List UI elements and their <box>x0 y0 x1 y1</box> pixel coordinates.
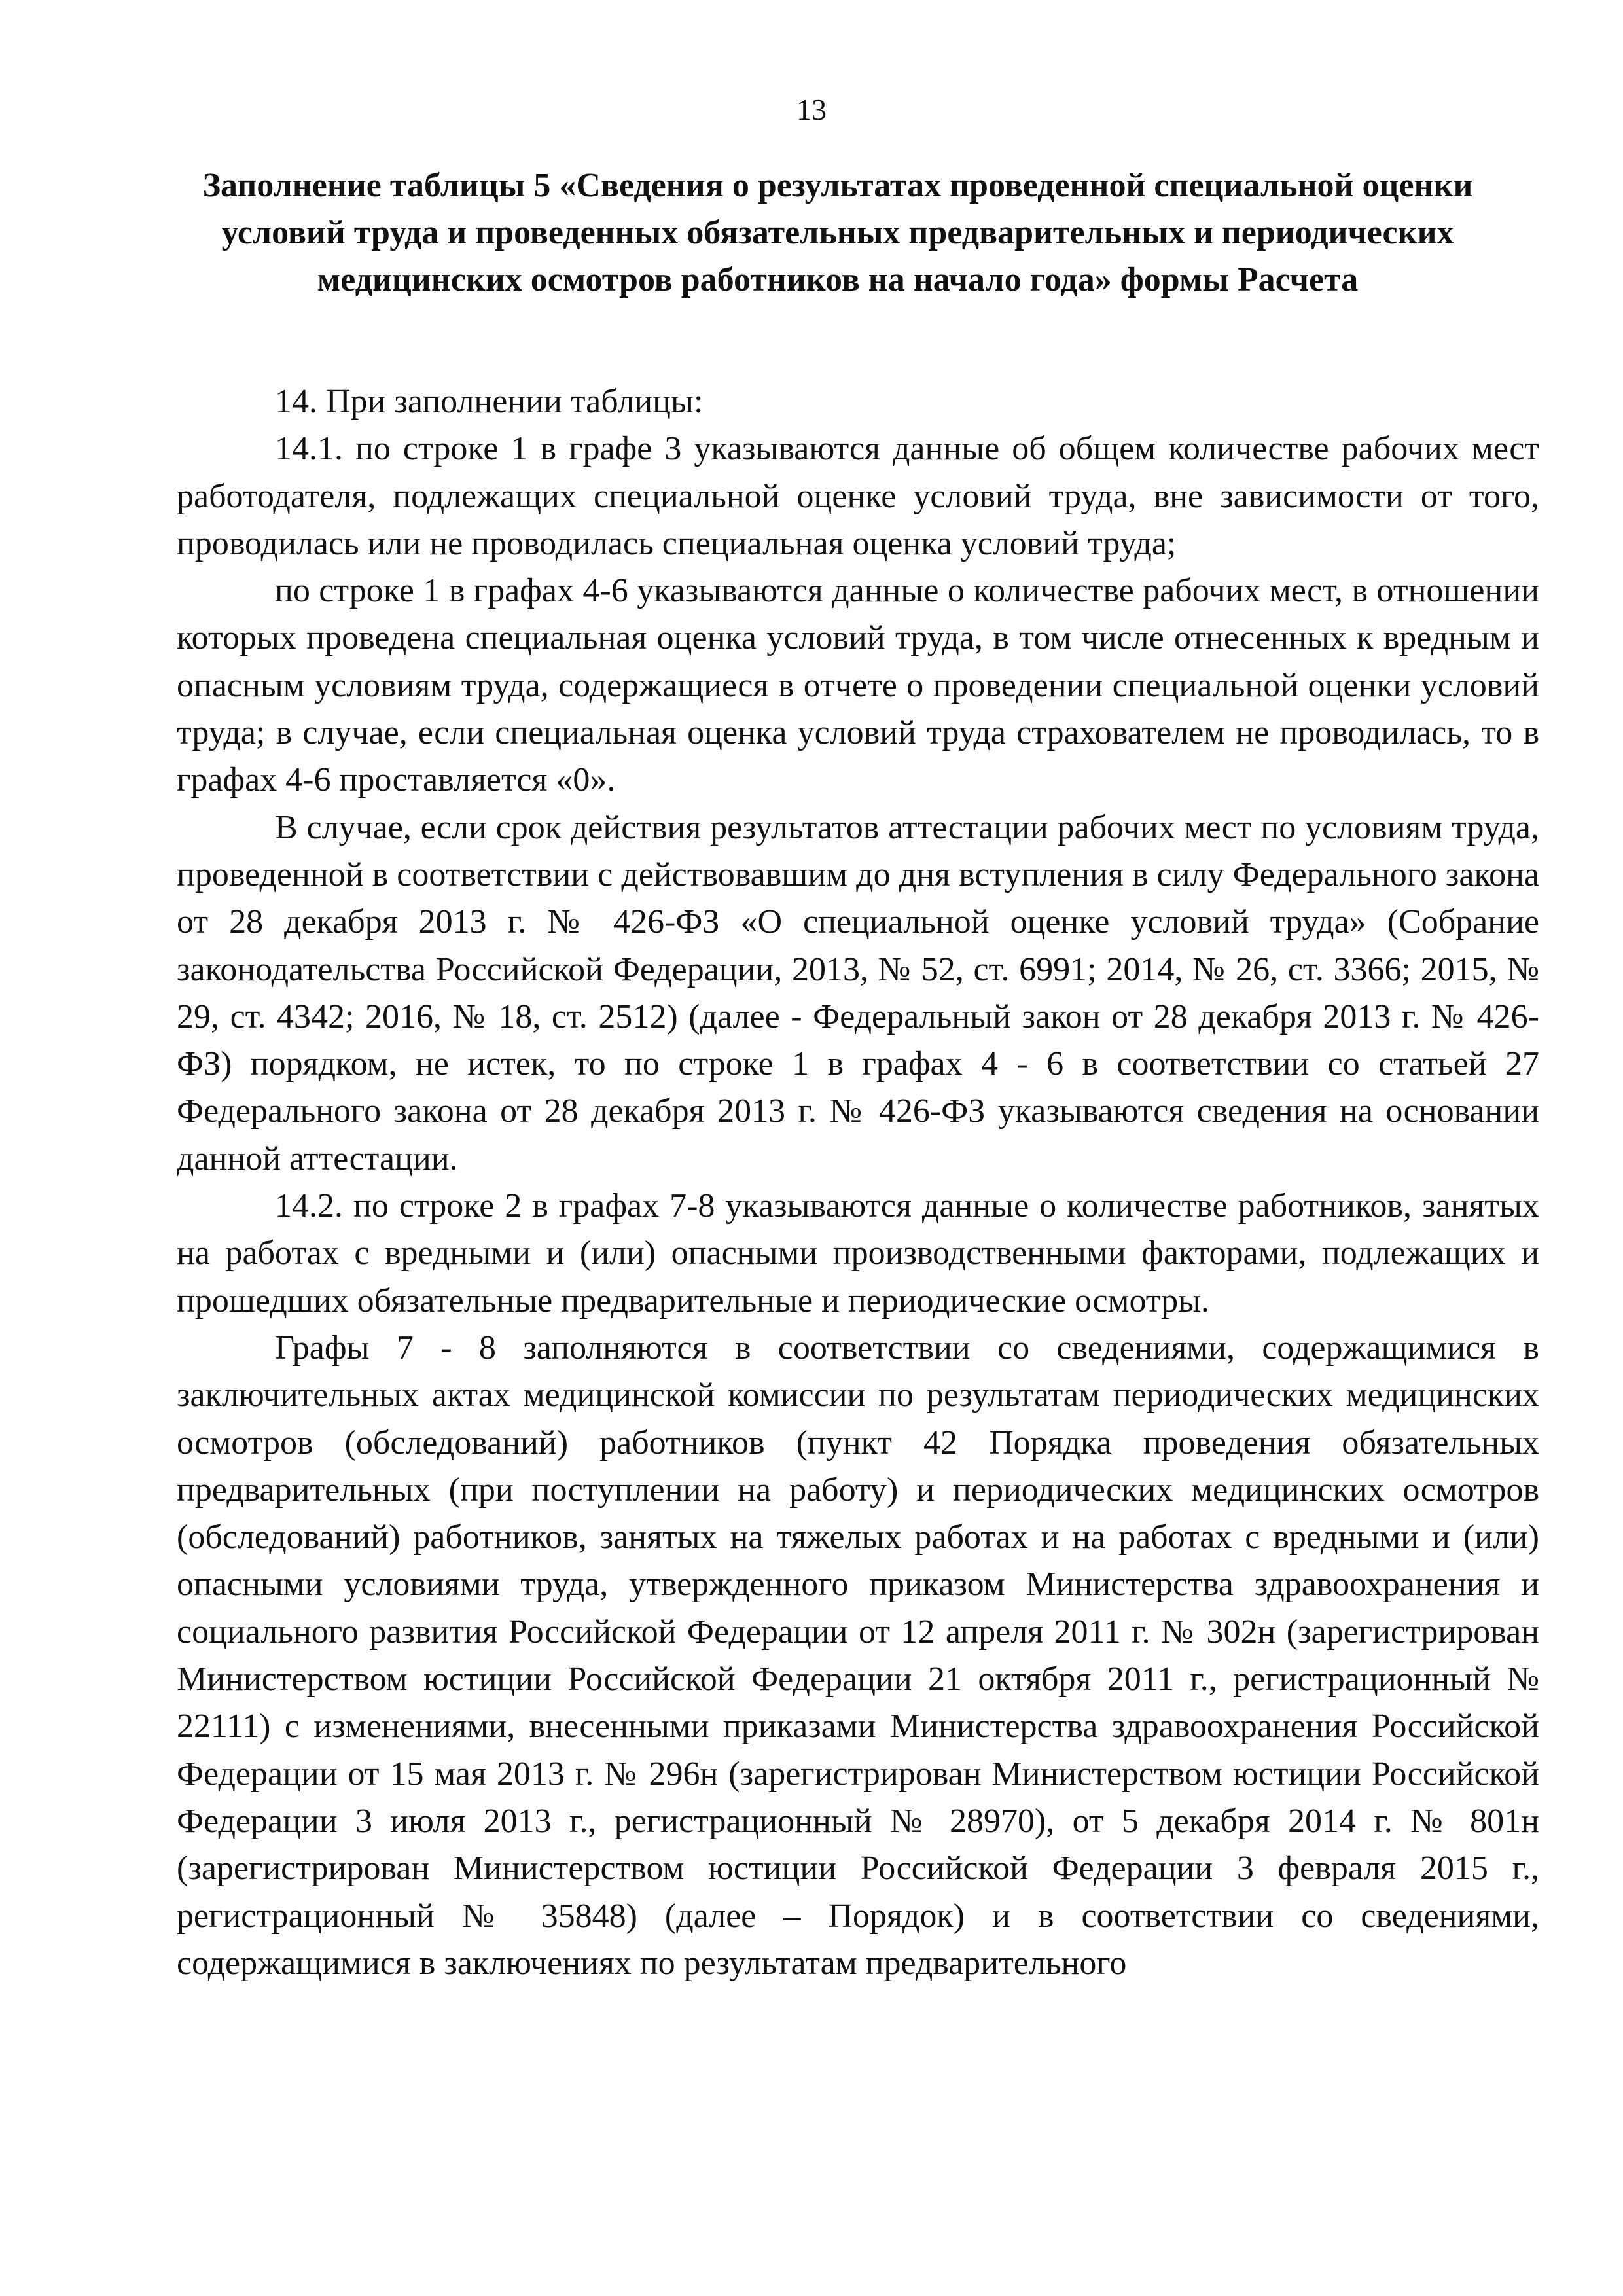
section-heading: Заполнение таблицы 5 «Сведения о результатах проведенной специальной оценки условий труда и проведенных обязательных предварительных и периодических медицинских осмотров работников на начало года» формы Расчета <box>202 167 1473 298</box>
body-text <box>177 378 1539 1987</box>
paragraph-row1-cols4-6: по строке 1 в графах 4-6 указываются данные о количестве рабочих мест, в отношении которых проведена специальная оценка условий труда, в том числе отнесенных к вредным и опасным условиям труда, содержащиеся в отчете о проведении специальной оценки условий труда; в случае, если специальная оценка условий труда страхователем не проводилась, то в графах 4-6 проставляется «0». <box>177 572 1539 799</box>
paragraph-14-2: 14.2. по строке 2 в графах 7-8 указываются данные о количестве работников, занятых на работах с вредными и (или) опасными производственными факторами, подлежащих и прошедших обязательные предварительные и периодические осмотры. <box>177 1187 1539 1319</box>
paragraph-cols7-8: Графы 7 - 8 заполняются в соответствии со сведениями, содержащимися в заключительных актах медицинской комиссии по результатам периодических медицинских осмотров (обследований) работников (пункт 42 Порядка проведения обязательных предварительных (при поступлении на работу) и периодических медицинских осмотров (обследований) работников, занятых на тяжелых работах и на работах с вредными и (или) опасными условиями труда, утвержденного приказом Министерства здравоохранения и социального развития Российской Федерации от 12 апреля 2011 г. № 302н (зарегистрирован Министерством юстиции Российской Федерации 21 октября 2011 г., регистрационный № 22111) с изменениями, внесенными приказами Министерства здравоохранения Российской Федерации от 15 мая 2013 г. № 296н (зарегистрирован Министерством юстиции Российской Федерации 3 июля 2013 г., регистрационный № 28970), от 5 декабря 2014 г. № 801н (зарегистрирован Министерством юстиции Российской Федерации 3 февраля 2015 г., регистрационный № 35848) (далее – Порядок) и в соответствии со сведениями, содержащимися в заключениях по результатам предварительного <box>177 1329 1539 1982</box>
paragraph-14-1: 14.1. по строке 1 в графе 3 указываются данные об общем количестве рабочих мест работодателя, подлежащих специальной оценке условий труда, вне зависимости от того, проводилась или не проводилась специальная оценка условий труда; <box>177 430 1539 562</box>
paragraph-14-intro: 14. При заполнении таблицы: <box>275 383 704 420</box>
page-number: 13 <box>796 93 827 126</box>
paragraph-attestation: В случае, если срок действия результатов аттестации рабочих мест по условиям труда, проведенной в соответствии с действовавшим до дня вступления в силу Федерального закона от 28 декабря 2013 г. № 426-ФЗ «О специальной оценке условий труда» (Собрание законодательства Российской Федерации, 2013, № 52, ст. 6991; 2014, № 26, ст. 3366; 2015, № 29, ст. 4342; 2016, № 18, ст. 2512) (далее - Федеральный закон от 28 декабря 2013 г. № 426-ФЗ) порядком, не истек, то по строке 1 в графах 4 - 6 в соответствии со статьей 27 Федерального закона от 28 декабря 2013 г. № 426-ФЗ указываются сведения на основании данной аттестации. <box>177 808 1539 1177</box>
